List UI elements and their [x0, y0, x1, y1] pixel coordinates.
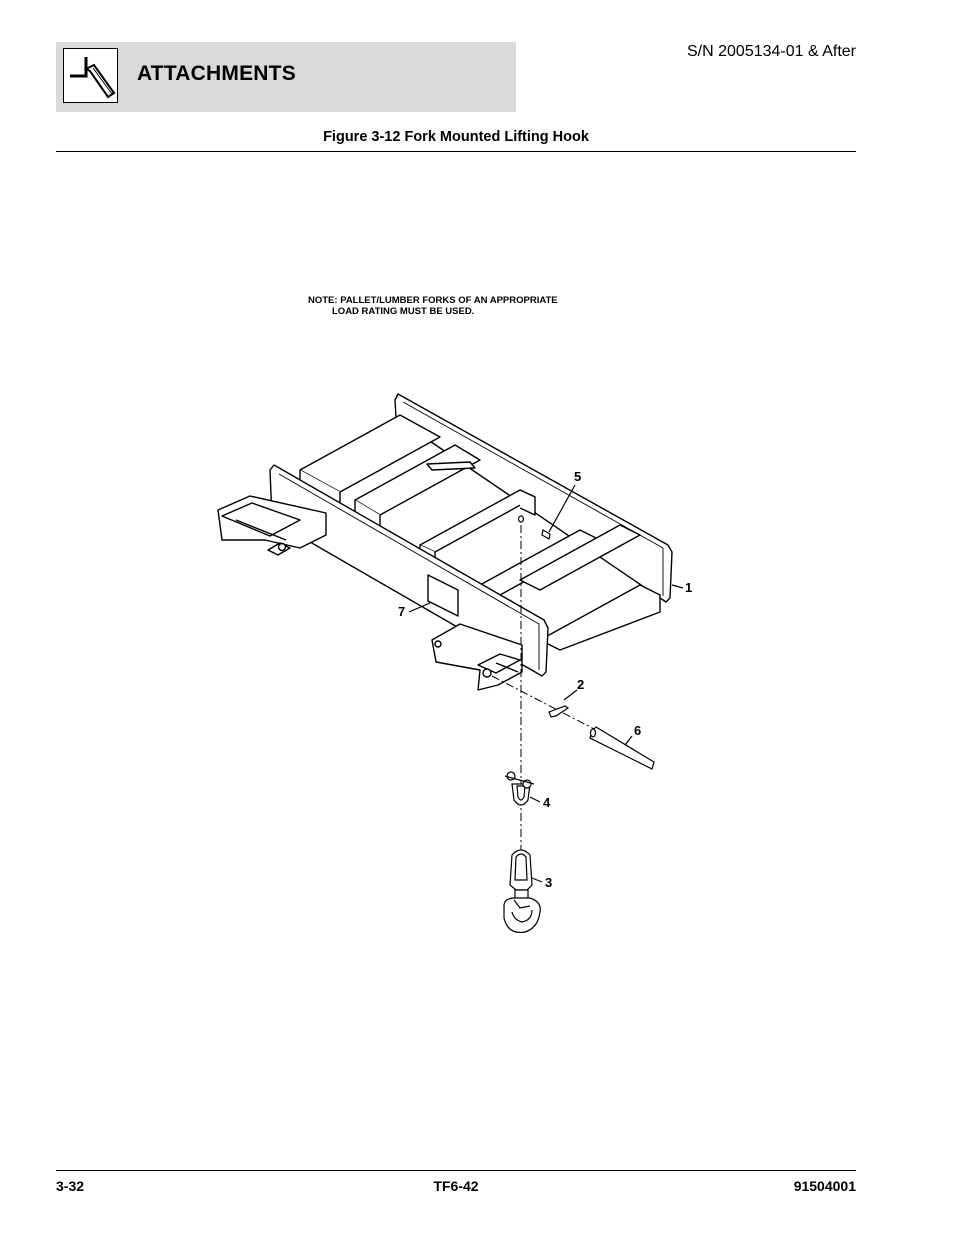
callout-4: 4 — [543, 795, 551, 810]
serial-number: S/N 2005134-01 & After — [687, 43, 856, 60]
wedge — [427, 462, 475, 470]
callout-1: 1 — [685, 580, 693, 595]
section-title: ATTACHMENTS — [137, 62, 296, 85]
callout-2: 2 — [577, 677, 585, 692]
bottom-rule — [56, 1170, 856, 1171]
callout-6: 6 — [634, 723, 642, 738]
callout-7: 7 — [398, 604, 406, 619]
figure-title: Figure 3-12 Fork Mounted Lifting Hook — [323, 129, 589, 145]
document-number: 91504001 — [793, 1178, 856, 1194]
callout-5: 5 — [574, 469, 582, 484]
lock-pin-6 — [590, 727, 654, 769]
cross-member-center — [420, 490, 535, 552]
model-number: TF6-42 — [433, 1178, 479, 1194]
callout-3: 3 — [545, 875, 553, 890]
note-line-2: LOAD RATING MUST BE USED. — [332, 306, 475, 317]
page-number: 3-32 — [56, 1178, 85, 1194]
cotter-pin-2 — [549, 706, 568, 717]
note-line-1: NOTE: PALLET/LUMBER FORKS OF AN APPROPRIATE — [308, 295, 558, 306]
hole-top — [519, 516, 524, 522]
